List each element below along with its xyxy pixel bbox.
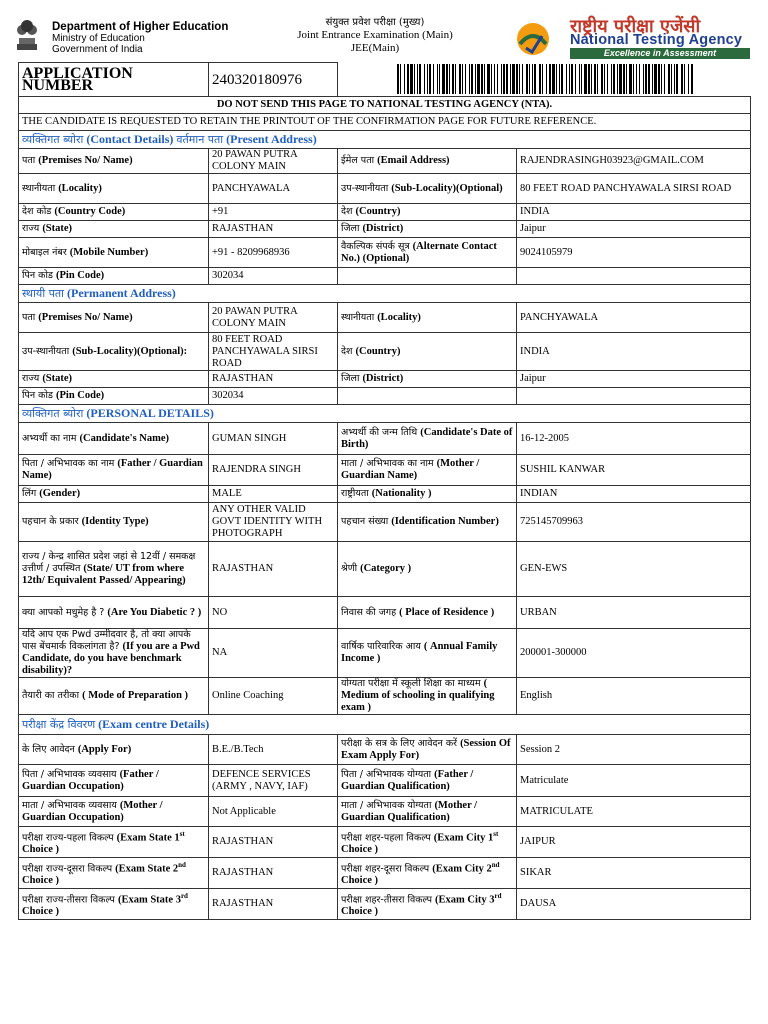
present-address-label-en: (Alternate Contact No.) (Optional): [341, 240, 497, 264]
permanent-address-label-hi: पिन कोड: [22, 390, 57, 401]
permanent-address-label: [19, 371, 209, 388]
present-address-label-en: (Country): [355, 206, 401, 217]
personal-detail-label: [19, 455, 209, 486]
permanent-address-label-hi: राज्य: [22, 373, 43, 384]
exam-centre-label-hi: माता / अभिभावक व्यवसाय: [22, 799, 120, 811]
permanent-address-label-en: (Sub-Locality)(Optional):: [72, 345, 188, 357]
permanent-address-value: 80 FEET ROAD PANCHYAWALA SIRSI ROAD: [209, 333, 338, 371]
exam-state-choice-label: [19, 858, 209, 889]
personal-detail-value: 725145709963: [517, 503, 751, 542]
personal-detail-label-en: (Category ): [360, 563, 412, 574]
choice-ordinal: nd: [178, 860, 186, 869]
personal-detail-label-hi: निवास की जगह: [341, 606, 400, 618]
present-address-label-en: (Premises No/ Name): [38, 155, 133, 166]
personal-detail-label-en: ( Annual Family Income ): [341, 641, 498, 664]
exam-state-choice-label-hi: परीक्षा राज्य-दूसरा विकल्प: [22, 863, 116, 875]
present-address-label: [338, 268, 517, 285]
present-address-label-hi: देश कोड: [22, 206, 55, 217]
exam-city-choice-label-hi: परीक्षा शहर-तीसरा विकल्प: [341, 894, 436, 906]
personal-detail-label-hi: पहचान के प्रकार: [22, 516, 82, 527]
personal-detail-row: [19, 503, 751, 542]
exam-centre-label-en: (Father / Guardian Occupation): [22, 768, 159, 792]
present-address-label-hi: राज्य: [22, 223, 43, 234]
personal-detail-label-hi: योग्यता परीक्षा में स्कूली शिक्षा का माध्यम: [341, 678, 484, 689]
exam-centre-label-hi: के लिए आवेदन: [22, 743, 78, 755]
permanent-address-value: 20 PAWAN PUTRA COLONY MAIN: [209, 303, 338, 333]
personal-detail-label: [19, 542, 209, 597]
present-address-label-en: (District): [362, 223, 404, 234]
retain-notice: THE CANDIDATE IS REQUESTED TO RETAIN THE PRINTOUT OF THE CONFIRMATION PAGE FOR FUTURE REFERENCE.: [19, 114, 751, 131]
present-address-value: 302034: [209, 268, 338, 285]
present-address-label: [19, 268, 209, 285]
personal-details-body: [19, 423, 751, 715]
choice-ordinal: rd: [494, 891, 502, 900]
exam-city-choice-label-en: (Exam City: [435, 894, 487, 906]
personal-detail-label-hi: अभ्यर्थी की जन्म तिथि: [341, 426, 421, 438]
exam-centre-body: [19, 735, 751, 827]
present-address-value: PANCHYAWALA: [209, 174, 338, 204]
personal-detail-label-en: (Gender): [39, 488, 81, 499]
exam-centre-label-en: (Mother / Guardian Occupation): [22, 799, 163, 823]
permanent-address-value: INDIA: [517, 333, 751, 371]
exam-centre-label: [338, 735, 517, 765]
present-address-value: 80 FEET ROAD PANCHYAWALA SIRSI ROAD: [517, 174, 751, 204]
personal-detail-label-en: (Father / Guardian Name): [22, 458, 203, 481]
present-address-row: [19, 149, 751, 174]
permanent-address-label-en: (State): [42, 373, 73, 384]
personal-detail-label-hi: लिंग: [22, 488, 40, 499]
present-address-label: [19, 174, 209, 204]
personal-detail-label-hi: राज्य / केन्द्र शासित प्रदेश जहां से 12वीं / समकक्ष उत्तीर्ण / उपस्थित: [22, 551, 196, 574]
present-address-label: [19, 221, 209, 238]
choice-number: 3: [486, 894, 495, 906]
permanent-address-value: 302034: [209, 388, 338, 405]
present-address-value: +91: [209, 204, 338, 221]
permanent-address-row: [19, 333, 751, 371]
exam-state-choice-value: RAJASTHAN: [209, 827, 338, 858]
exam-title-block: [260, 16, 490, 55]
exam-city-choice-value: DAUSA: [517, 889, 751, 920]
choice-ordinal: st: [179, 829, 185, 838]
personal-detail-label: [19, 423, 209, 455]
exam-centre-label-hi: पिता / अभिभावक योग्यता: [341, 768, 435, 780]
section-contact-en2: (Present Address): [226, 132, 317, 146]
personal-detail-value: Online Coaching: [209, 678, 338, 715]
permanent-address-row: [19, 371, 751, 388]
exam-state-choice-label-en: (Exam State: [115, 863, 171, 875]
permanent-address-label: [19, 303, 209, 333]
personal-detail-label: [338, 486, 517, 503]
present-address-row: [19, 238, 751, 268]
permanent-address-row: [19, 303, 751, 333]
exam-centre-label-en: (Father / Guardian Qualification): [341, 768, 474, 792]
permanent-address-label: [19, 388, 209, 405]
present-address-label-en: (Country Code): [54, 206, 126, 217]
choice-suffix: Choice ): [341, 875, 379, 887]
exam-centre-label-en: (Mother / Guardian Qualification): [341, 799, 478, 823]
choice-suffix: Choice ): [341, 844, 379, 856]
barcode-cell: [338, 63, 751, 97]
do-not-send-notice: DO NOT SEND THIS PAGE TO NATIONAL TESTING AGENCY (NTA).: [19, 97, 751, 114]
permanent-address-label: [338, 371, 517, 388]
application-number-label: APPLICATION NUMBER: [19, 63, 209, 97]
present-address-label: [19, 238, 209, 268]
permanent-address-body: [19, 303, 751, 405]
exam-choice-row: [19, 827, 751, 858]
choice-suffix: Choice ): [22, 875, 60, 887]
present-address-label-hi: पिन कोड: [22, 270, 57, 281]
personal-detail-row: [19, 678, 751, 715]
exam-centre-value: B.E./B.Tech: [209, 735, 338, 765]
permanent-address-label-en: (Premises No/ Name): [38, 311, 133, 323]
department-block: [52, 22, 228, 55]
personal-detail-row: [19, 423, 751, 455]
exam-centre-label: [338, 797, 517, 827]
personal-detail-label: [338, 542, 517, 597]
exam-state-choice-value: RAJASTHAN: [209, 889, 338, 920]
exam-city-choice-value: JAIPUR: [517, 827, 751, 858]
present-address-row: [19, 174, 751, 204]
exam-short-title: JEE(Main): [350, 42, 400, 54]
exam-centre-label: [19, 735, 209, 765]
permanent-address-label: [19, 333, 209, 371]
section-personal-hi: व्यक्तिगत ब्योरा: [22, 407, 84, 420]
personal-detail-value: URBAN: [517, 597, 751, 629]
personal-detail-label-en: ( Medium of schooling in qualifying exam ): [341, 678, 495, 713]
ashoka-emblem-icon: [14, 16, 40, 52]
personal-detail-label: [19, 597, 209, 629]
exam-city-choice-label: [338, 858, 517, 889]
present-address-value: 20 PAWAN PUTRA COLONY MAIN: [209, 149, 338, 174]
permanent-address-label-en: (Pin Code): [56, 390, 105, 401]
personal-detail-value: MALE: [209, 486, 338, 503]
barcode-icon: [397, 64, 697, 94]
personal-detail-label-en: (State/ UT from where 12th/ Equivalent Passed/ Appearing): [22, 563, 186, 586]
present-address-label-hi: वैकल्पिक संपर्क सूत्र: [341, 240, 413, 252]
personal-detail-label-en: (Mother / Guardian Name): [341, 458, 480, 481]
exam-city-choice-label-en: (Exam City: [433, 832, 486, 844]
section-contact-hi2: वर्तमान पता: [176, 133, 224, 146]
personal-detail-label-en: (Candidate's Name): [79, 432, 170, 444]
exam-city-choice-label: [338, 889, 517, 920]
present-address-label-en: (Locality): [58, 182, 102, 194]
present-address-label-hi: मोबाइल नंबर: [22, 246, 70, 258]
permanent-address-label-hi: देश: [341, 345, 356, 357]
choice-ordinal: rd: [180, 891, 188, 900]
present-address-label: [338, 174, 517, 204]
personal-detail-row: [19, 597, 751, 629]
present-address-label-hi: पता: [22, 155, 39, 166]
present-address-label: [338, 238, 517, 268]
personal-detail-label: [19, 503, 209, 542]
choice-number: 2: [483, 863, 492, 875]
exam-centre-label-en: (Session Of Exam Apply For): [341, 737, 511, 761]
section-personal-en: (PERSONAL DETAILS): [86, 406, 214, 420]
choice-number: 1: [171, 832, 180, 844]
personal-detail-label-hi: पिता / अभिभावक का नाम: [22, 458, 118, 469]
present-address-label-en: (Mobile Number): [69, 246, 149, 258]
exam-choices-body: [19, 827, 751, 920]
choice-number: 1: [485, 832, 494, 844]
present-address-value: INDIA: [517, 204, 751, 221]
exam-centre-label-hi: माता / अभिभावक योग्यता: [341, 799, 435, 811]
personal-detail-label: [338, 503, 517, 542]
present-address-label-hi: उप-स्थानीयता: [341, 182, 392, 194]
choice-ordinal: st: [493, 829, 499, 838]
present-address-body: [19, 149, 751, 285]
exam-centre-row: [19, 765, 751, 797]
exam-centre-label: [19, 797, 209, 827]
nta-hindi-name: राष्ट्रीय परीक्षा एजेंसी: [570, 16, 701, 37]
personal-detail-value: ANY OTHER VALID GOVT IDENTITY WITH PHOTOGRAPH: [209, 503, 338, 542]
present-address-label: [338, 149, 517, 174]
permanent-address-label-en: (District): [362, 373, 404, 384]
personal-detail-value: RAJASTHAN: [209, 542, 338, 597]
permanent-address-label: [338, 333, 517, 371]
exam-centre-label-en: (Apply For): [77, 743, 132, 755]
personal-detail-label-hi: पहचान संख्या: [341, 516, 392, 527]
personal-detail-label-hi: तैयारी का तरीका: [22, 690, 83, 701]
exam-state-choice-value: RAJASTHAN: [209, 858, 338, 889]
permanent-address-value: PANCHYAWALA: [517, 303, 751, 333]
section-exam-centre-en: (Exam centre Details): [98, 717, 210, 731]
section-exam-centre-hi: परीक्षा केंद्र विवरण: [22, 718, 96, 731]
exam-state-choice-label: [19, 889, 209, 920]
retain-row: [19, 114, 751, 131]
exam-centre-label: [338, 765, 517, 797]
section-permanent: [19, 285, 751, 303]
personal-detail-label: [338, 423, 517, 455]
personal-detail-label-hi: श्रेणी: [341, 563, 361, 574]
section-exam-centre: [19, 715, 751, 735]
personal-detail-value: NO: [209, 597, 338, 629]
personal-detail-label: [338, 455, 517, 486]
personal-detail-label-en: (If you are a Pwd Candidate, do you have benchmark disability)?: [22, 641, 200, 676]
exam-centre-value: MATRICULATE: [517, 797, 751, 827]
permanent-address-label-hi: उप-स्थानीयता: [22, 345, 73, 357]
personal-detail-label-en: (Nationality ): [371, 488, 432, 499]
permanent-address-label: [338, 388, 517, 405]
nta-tagline: Excellence in Assessment: [570, 48, 750, 59]
application-number-value: 240320180976: [209, 63, 338, 97]
exam-centre-value: DEFENCE SERVICES (ARMY , NAVY, IAF): [209, 765, 338, 797]
exam-state-choice-label-hi: परीक्षा राज्य-पहला विकल्प: [22, 832, 117, 844]
present-address-label: [338, 204, 517, 221]
application-number-row: [19, 63, 751, 97]
personal-detail-value: NA: [209, 629, 338, 678]
present-address-value: 9024105979: [517, 238, 751, 268]
exam-centre-value: Session 2: [517, 735, 751, 765]
personal-detail-row: [19, 486, 751, 503]
personal-detail-value: GUMAN SINGH: [209, 423, 338, 455]
permanent-address-value: [517, 388, 751, 405]
present-address-label-hi: स्थानीयता: [22, 182, 59, 194]
section-contact-hi: व्यक्तिगत ब्योरा: [22, 133, 84, 146]
exam-state-choice-label-en: (Exam State: [116, 832, 172, 844]
personal-detail-label-en: (Are You Diabetic ? ): [107, 606, 202, 618]
present-address-label-hi: ईमेल पता: [341, 155, 378, 166]
nta-english-name: National Testing Agency: [570, 32, 743, 48]
personal-detail-row: [19, 629, 751, 678]
exam-state-choice-label-hi: परीक्षा राज्य-तीसरा विकल्प: [22, 894, 118, 906]
personal-detail-value: INDIAN: [517, 486, 751, 503]
exam-choice-row: [19, 858, 751, 889]
present-address-label-en: (Sub-Locality)(Optional): [391, 182, 503, 194]
nta-logo: [514, 14, 750, 60]
exam-city-choice-label-en: (Exam City: [432, 863, 484, 875]
permanent-address-label: [338, 303, 517, 333]
exam-city-choice-label-hi: परीक्षा शहर-दूसरा विकल्प: [341, 863, 433, 875]
choice-number: 3: [173, 894, 181, 906]
exam-city-choice-label: [338, 827, 517, 858]
present-address-label-hi: देश: [341, 206, 356, 217]
choice-suffix: Choice ): [22, 844, 60, 856]
personal-detail-label: [19, 678, 209, 715]
exam-city-choice-label-hi: परीक्षा शहर-पहला विकल्प: [341, 832, 434, 844]
personal-detail-value: 200001-300000: [517, 629, 751, 678]
personal-detail-row: [19, 455, 751, 486]
present-address-row: [19, 268, 751, 285]
personal-detail-label-hi: वार्षिक पारिवारिक आय: [341, 641, 424, 652]
present-address-label-en: (Pin Code): [56, 270, 105, 281]
permanent-address-row: [19, 388, 751, 405]
section-contact: [19, 131, 751, 149]
permanent-address-label-hi: पता: [22, 311, 39, 323]
personal-detail-label: [19, 486, 209, 503]
choice-suffix: Choice ): [22, 906, 60, 918]
exam-state-choice-label-en: (Exam State: [117, 894, 174, 906]
choice-number: 2: [170, 863, 179, 875]
exam-title-hindi: संयुक्त प्रवेश परीक्षा (मुख्य): [325, 17, 425, 28]
present-address-label-en: (Email Address): [377, 155, 450, 166]
exam-centre-label-hi: पिता / अभिभावक व्यवसाय: [22, 768, 120, 780]
present-address-value: +91 - 8209968936: [209, 238, 338, 268]
permanent-address-label-en: (Locality): [377, 311, 421, 323]
present-address-value: [517, 268, 751, 285]
exam-title-english: Joint Entrance Examination (Main): [297, 29, 453, 41]
personal-detail-label-en: (Identity Type): [81, 516, 149, 527]
exam-state-choice-label: [19, 827, 209, 858]
personal-detail-label: [338, 597, 517, 629]
personal-detail-label-hi: अभ्यर्थी का नाम: [22, 432, 80, 444]
permanent-address-value: Jaipur: [517, 371, 751, 388]
permanent-address-value: RAJASTHAN: [209, 371, 338, 388]
exam-centre-row: [19, 735, 751, 765]
personal-detail-label-hi: माता / अभिभावक का नाम: [341, 458, 437, 469]
personal-detail-value: 16-12-2005: [517, 423, 751, 455]
permanent-address-label-en: (Country): [355, 345, 401, 357]
present-address-label-en: (State): [42, 223, 73, 234]
exam-city-choice-value: SIKAR: [517, 858, 751, 889]
choice-suffix: Choice ): [341, 906, 379, 918]
section-permanent-hi: स्थायी पता: [22, 287, 65, 300]
present-address-label-hi: जिला: [341, 223, 363, 234]
permanent-address-label-hi: स्थानीयता: [341, 311, 378, 323]
personal-detail-label-hi: यदि आप एक Pwd उम्मीदवार है, तो क्या आपके पास बेंचमार्क विकलांगता है?: [22, 629, 191, 652]
personal-detail-label-hi: राष्ट्रीयता: [341, 488, 372, 499]
personal-detail-value: GEN-EWS: [517, 542, 751, 597]
department-name: Department of Higher Education: [52, 21, 229, 33]
present-address-label: [338, 221, 517, 238]
personal-detail-label-en: ( Mode of Preparation ): [82, 690, 189, 701]
personal-detail-value: English: [517, 678, 751, 715]
section-permanent-en: (Permanent Address): [67, 286, 176, 300]
personal-detail-label: [338, 678, 517, 715]
exam-centre-value: Matriculate: [517, 765, 751, 797]
present-address-value: Jaipur: [517, 221, 751, 238]
present-address-label: [19, 149, 209, 174]
personal-detail-label: [19, 629, 209, 678]
personal-detail-label-hi: क्या आपको मधुमेह है ?: [22, 606, 108, 618]
personal-detail-value: SUSHIL KANWAR: [517, 455, 751, 486]
personal-detail-label-en: ( Place of Residence ): [399, 606, 495, 618]
exam-centre-label-hi: परीक्षा के सत्र के लिए आवेदन करें: [341, 737, 461, 749]
nta-logo-icon: [516, 22, 550, 56]
exam-centre-value: Not Applicable: [209, 797, 338, 827]
ministry-name: Ministry of Education: [52, 33, 145, 44]
section-contact-en: (Contact Details): [86, 132, 174, 146]
warning-row: [19, 97, 751, 114]
personal-detail-label-en: (Identification Number): [391, 516, 499, 527]
government-name: Government of India: [52, 44, 143, 55]
choice-ordinal: nd: [491, 860, 500, 869]
present-address-value: RAJENDRASINGH03923@GMAIL.COM: [517, 149, 751, 174]
section-personal: [19, 405, 751, 423]
permanent-address-label-hi: जिला: [341, 373, 363, 384]
personal-detail-value: RAJENDRA SINGH: [209, 455, 338, 486]
present-address-row: [19, 221, 751, 238]
page-header: [0, 0, 768, 62]
present-address-label: [19, 204, 209, 221]
present-address-row: [19, 204, 751, 221]
personal-detail-label-en: (Candidate's Date of Birth): [341, 426, 513, 450]
present-address-value: RAJASTHAN: [209, 221, 338, 238]
personal-detail-label: [338, 629, 517, 678]
exam-centre-label: [19, 765, 209, 797]
confirmation-table: [18, 62, 751, 920]
exam-centre-row: [19, 797, 751, 827]
personal-detail-row: [19, 542, 751, 597]
exam-choice-row: [19, 889, 751, 920]
